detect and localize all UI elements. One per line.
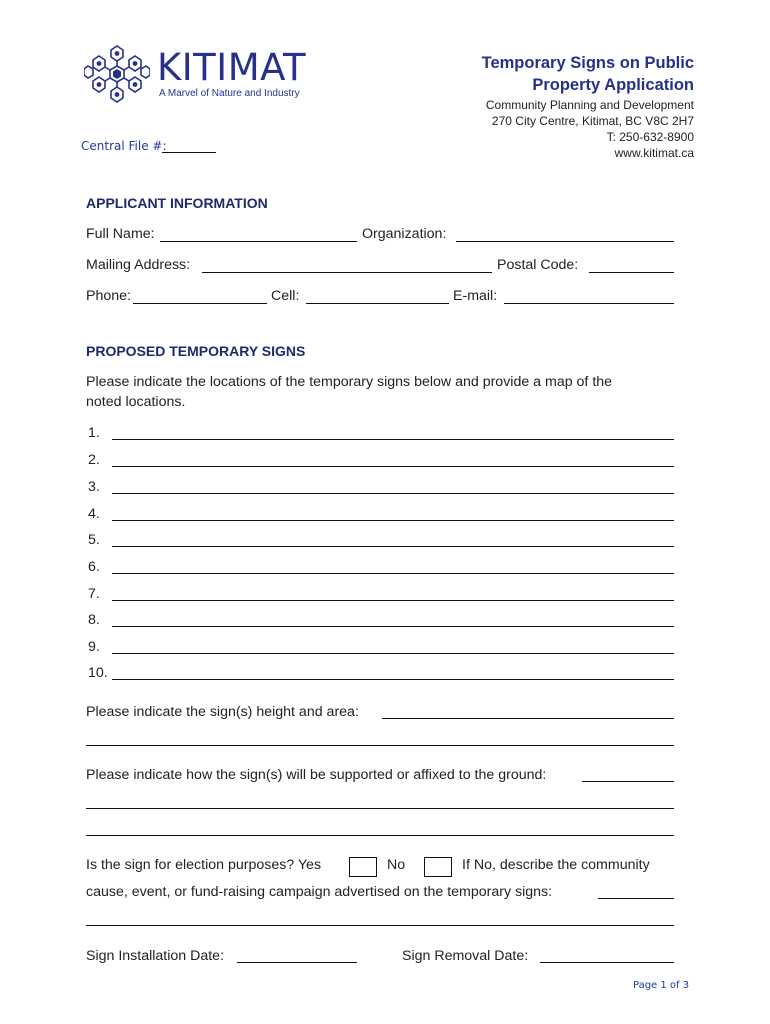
address: 270 City Centre, Kitimat, BC V8C 2H7 [491, 114, 694, 128]
section-heading-signs: PROPOSED TEMPORARY SIGNS [86, 343, 306, 359]
phone-label: Phone: [86, 288, 131, 304]
location-number-4: 4. [88, 506, 100, 522]
postal-code-label: Postal Code: [497, 257, 579, 273]
height-area-field[interactable] [382, 718, 674, 719]
central-file-label: Central File #: [81, 139, 167, 153]
location-number-5: 5. [88, 532, 100, 548]
location-number-1: 1. [88, 425, 100, 441]
logo-wordmark: KITIMAT [157, 46, 307, 89]
title-line-1: Temporary Signs on Public [481, 54, 694, 72]
full-name-field[interactable] [160, 241, 357, 242]
location-field-6[interactable] [112, 573, 674, 574]
location-number-8: 8. [88, 612, 100, 628]
location-field-7[interactable] [112, 600, 674, 601]
location-field-2[interactable] [112, 466, 674, 467]
cell-label: Cell: [271, 288, 300, 304]
cell-field[interactable] [306, 303, 449, 304]
location-field-9[interactable] [112, 653, 674, 654]
election-no-checkbox[interactable] [424, 857, 452, 877]
location-field-8[interactable] [112, 626, 674, 627]
logo [84, 42, 324, 106]
election-question: Is the sign for election purposes? Yes [86, 857, 322, 873]
location-number-7: 7. [88, 586, 100, 602]
section-heading-applicant: APPLICANT INFORMATION [86, 195, 268, 211]
phone-field[interactable] [133, 303, 267, 304]
phone-number: T: 250-632-8900 [606, 130, 694, 144]
support-field-2[interactable] [86, 808, 674, 809]
postal-code-field[interactable] [589, 272, 674, 273]
location-number-2: 2. [88, 452, 100, 468]
document-title [394, 52, 694, 96]
if-no-line-2: cause, event, or fund-raising campaign advertised on the temporary signs: [86, 884, 553, 900]
instructions-line-1: Please indicate the locations of the temporary signs below and provide a map of the [86, 374, 613, 390]
snowflake-icon [84, 42, 150, 106]
location-number-9: 9. [88, 639, 100, 655]
mailing-address-label: Mailing Address: [86, 257, 191, 273]
page-number: Page 1 of 3 [633, 980, 690, 991]
install-date-field[interactable] [237, 962, 357, 963]
location-number-6: 6. [88, 559, 100, 575]
location-field-10[interactable] [112, 679, 674, 680]
logo-tagline: A Marvel of Nature and Industry [159, 88, 300, 99]
website: www.kitimat.ca [614, 146, 694, 160]
install-date-label: Sign Installation Date: [86, 948, 225, 964]
campaign-field[interactable] [598, 898, 674, 899]
organization-field[interactable] [456, 241, 674, 242]
location-field-4[interactable] [112, 520, 674, 521]
organization-label: Organization: [362, 226, 447, 242]
central-file-field[interactable] [162, 152, 216, 153]
support-field-3[interactable] [86, 835, 674, 836]
email-field[interactable] [504, 303, 674, 304]
election-no-label: No [387, 857, 406, 873]
support-label: Please indicate how the sign(s) will be supported or affixed to the ground: [86, 767, 547, 783]
campaign-field-2[interactable] [86, 925, 674, 926]
email-label: E-mail: [453, 288, 498, 304]
if-no-line-1: If No, describe the community [462, 857, 650, 873]
removal-date-field[interactable] [540, 962, 674, 963]
height-area-field-2[interactable] [86, 745, 674, 746]
location-number-10: 10. [88, 665, 108, 681]
support-field[interactable] [582, 781, 674, 782]
title-line-2: Property Application [532, 76, 694, 94]
location-field-3[interactable] [112, 493, 674, 494]
mailing-address-field[interactable] [202, 272, 492, 273]
location-field-1[interactable] [112, 439, 674, 440]
department: Community Planning and Development [485, 98, 694, 112]
location-number-3: 3. [88, 479, 100, 495]
removal-date-label: Sign Removal Date: [402, 948, 529, 964]
election-yes-checkbox[interactable] [349, 857, 377, 877]
location-field-5[interactable] [112, 546, 674, 547]
contact-block [394, 97, 694, 161]
instructions-line-2: noted locations. [86, 394, 186, 410]
full-name-label: Full Name: [86, 226, 155, 242]
height-area-label: Please indicate the sign(s) height and area: [86, 704, 359, 720]
